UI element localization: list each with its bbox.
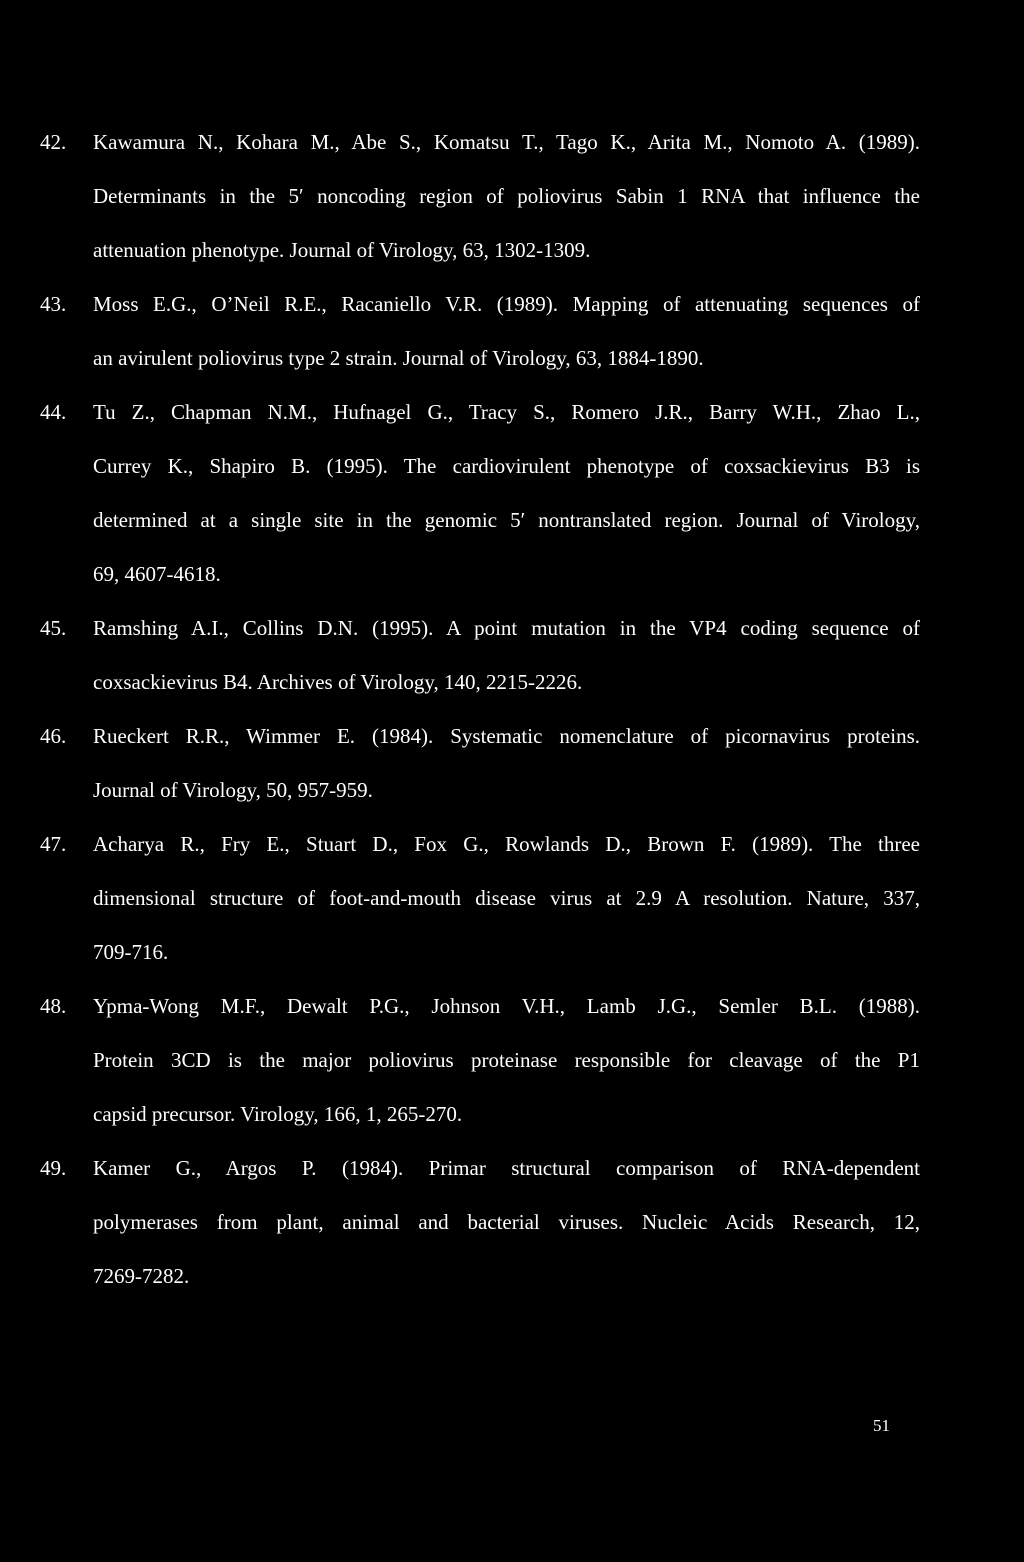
reference-text <box>93 115 920 277</box>
reference-text <box>93 277 920 385</box>
reference-line: attenuation phenotype. Journal of Virology, 63, 1302-1309. <box>93 238 591 262</box>
reference-line: Ypma-Wong M.F., Dewalt P.G., Johnson V.H., Lamb J.G., Semler B.L. (1988). <box>93 994 920 1018</box>
reference-line: Moss E.G., O’Neil R.E., Racaniello V.R. (1989). Mapping of attenuating sequences of <box>93 292 920 316</box>
reference-line: Currey K., Shapiro B. (1995). The cardiovirulent phenotype of coxsackievirus B3 is <box>93 454 920 478</box>
reference-text <box>93 709 920 817</box>
reference-entry <box>40 385 920 601</box>
reference-number: 46. <box>40 724 67 748</box>
reference-line: Journal of Virology, 50, 957-959. <box>93 778 373 802</box>
reference-line: Determinants in the 5′ noncoding region of poliovirus Sabin 1 RNA that influence the <box>93 184 920 208</box>
reference-line: 709-716. <box>93 940 169 964</box>
reference-number: 42. <box>40 130 67 154</box>
reference-line: coxsackievirus B4. Archives of Virology, 140, 2215-2226. <box>93 670 583 694</box>
reference-entry <box>40 1141 920 1303</box>
reference-entry <box>40 979 920 1141</box>
reference-number: 43. <box>40 292 67 316</box>
reference-entry <box>40 115 920 277</box>
reference-entry <box>40 817 920 979</box>
reference-line: Kawamura N., Kohara M., Abe S., Komatsu T., Tago K., Arita M., Nomoto A. (1989). <box>93 130 920 154</box>
reference-entry <box>40 709 920 817</box>
reference-line: polymerases from plant, animal and bacterial viruses. Nucleic Acids Research, 12, <box>93 1210 920 1234</box>
reference-text <box>93 817 920 979</box>
reference-line: Kamer G., Argos P. (1984). Primar structural comparison of RNA-dependent <box>93 1156 920 1180</box>
reference-line: Tu Z., Chapman N.M., Hufnagel G., Tracy S., Romero J.R., Barry W.H., Zhao L., <box>93 400 920 424</box>
reference-line: Ramshing A.I., Collins D.N. (1995). A point mutation in the VP4 coding sequence of <box>93 616 920 640</box>
reference-text <box>93 385 920 601</box>
reference-entry <box>40 601 920 709</box>
reference-line: determined at a single site in the genomic 5′ nontranslated region. Journal of Virology, <box>93 508 920 532</box>
reference-number: 47. <box>40 832 67 856</box>
reference-entry <box>40 277 920 385</box>
reference-number: 44. <box>40 400 67 424</box>
reference-line: capsid precursor. Virology, 166, 1, 265-270. <box>93 1102 463 1126</box>
reference-line: an avirulent poliovirus type 2 strain. Journal of Virology, 63, 1884-1890. <box>93 346 704 370</box>
reference-line: Protein 3CD is the major poliovirus proteinase responsible for cleavage of the P1 <box>93 1048 920 1072</box>
reference-line: 7269-7282. <box>93 1264 190 1288</box>
reference-line: 69, 4607-4618. <box>93 562 221 586</box>
reference-text <box>93 979 920 1141</box>
reference-number: 45. <box>40 616 67 640</box>
reference-text <box>93 601 920 709</box>
reference-list <box>40 115 920 1303</box>
page-number: 51 <box>873 1416 890 1435</box>
reference-number: 48. <box>40 994 67 1018</box>
reference-number: 49. <box>40 1156 67 1180</box>
reference-line: Acharya R., Fry E., Stuart D., Fox G., Rowlands D., Brown F. (1989). The three <box>93 832 920 856</box>
reference-line: Rueckert R.R., Wimmer E. (1984). Systematic nomenclature of picornavirus proteins. <box>93 724 920 748</box>
reference-line: dimensional structure of foot-and-mouth disease virus at 2.9 A resolution. Nature, 337, <box>93 886 920 910</box>
reference-text <box>93 1141 920 1303</box>
